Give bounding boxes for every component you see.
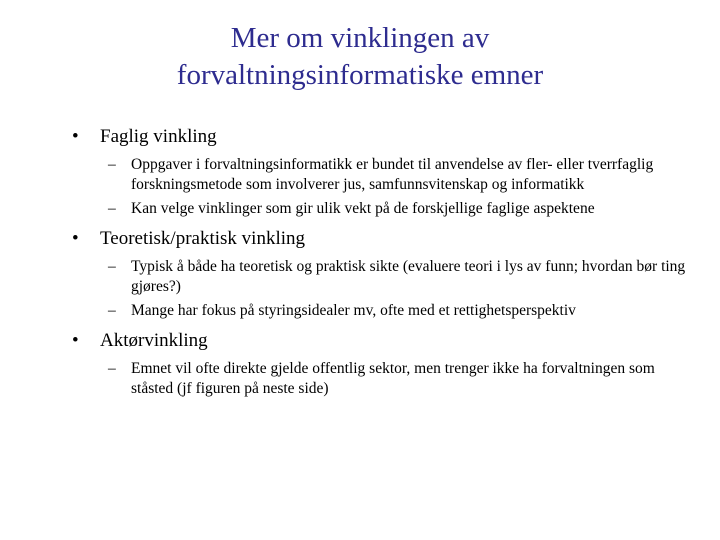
bullet-icon: • <box>72 330 79 351</box>
bullet-icon: • <box>72 126 79 147</box>
sub-item <box>72 359 692 399</box>
slide-title-line-1: Mer om vinklingen av <box>230 22 490 54</box>
dash-icon: – <box>108 156 116 173</box>
bullet-label: Teoretisk/praktisk vinkling <box>100 228 306 249</box>
sub-item-text: Kan velge vinklinger som gir ulik vekt på de forskjellige faglige aspektene <box>131 200 595 217</box>
bullet-icon: • <box>72 228 79 249</box>
sub-list <box>72 359 692 399</box>
sub-item-text: Typisk å både ha teoretisk og praktisk sikte (evaluere teori i lys av funn; hvordan bør ting gjøres?) <box>131 258 686 295</box>
sub-list <box>72 257 692 321</box>
sub-item-text: Oppgaver i forvaltningsinformatikk er bundet til anvendelse av fler- eller tverrfaglig forskningsmetode som involverer jus, samfunnsvitenskap og informatikk <box>131 156 654 193</box>
bullet-item <box>72 227 692 251</box>
slide-title <box>60 20 660 94</box>
sub-item <box>72 199 692 219</box>
bullet-item <box>72 329 692 353</box>
sub-item-text: Emnet vil ofte direkte gjelde offentlig sektor, men trenger ikke ha forvaltningen som ståsted (jf figuren på neste side) <box>131 360 655 397</box>
sub-item <box>72 257 692 297</box>
sub-item <box>72 155 692 195</box>
bullet-label: Aktørvinkling <box>100 330 208 351</box>
slide-title-line-2: forvaltningsinformatiske emner <box>176 59 544 91</box>
sub-item-text: Mange har fokus på styringsidealer mv, ofte med et rettighetsperspektiv <box>131 302 576 319</box>
dash-icon: – <box>108 200 116 217</box>
slide-content <box>72 125 692 407</box>
dash-icon: – <box>108 258 116 275</box>
bullet-item <box>72 125 692 149</box>
dash-icon: – <box>108 360 116 377</box>
bullet-label: Faglig vinkling <box>100 126 217 147</box>
sub-list <box>72 155 692 219</box>
sub-item <box>72 301 692 321</box>
dash-icon: – <box>108 302 116 319</box>
